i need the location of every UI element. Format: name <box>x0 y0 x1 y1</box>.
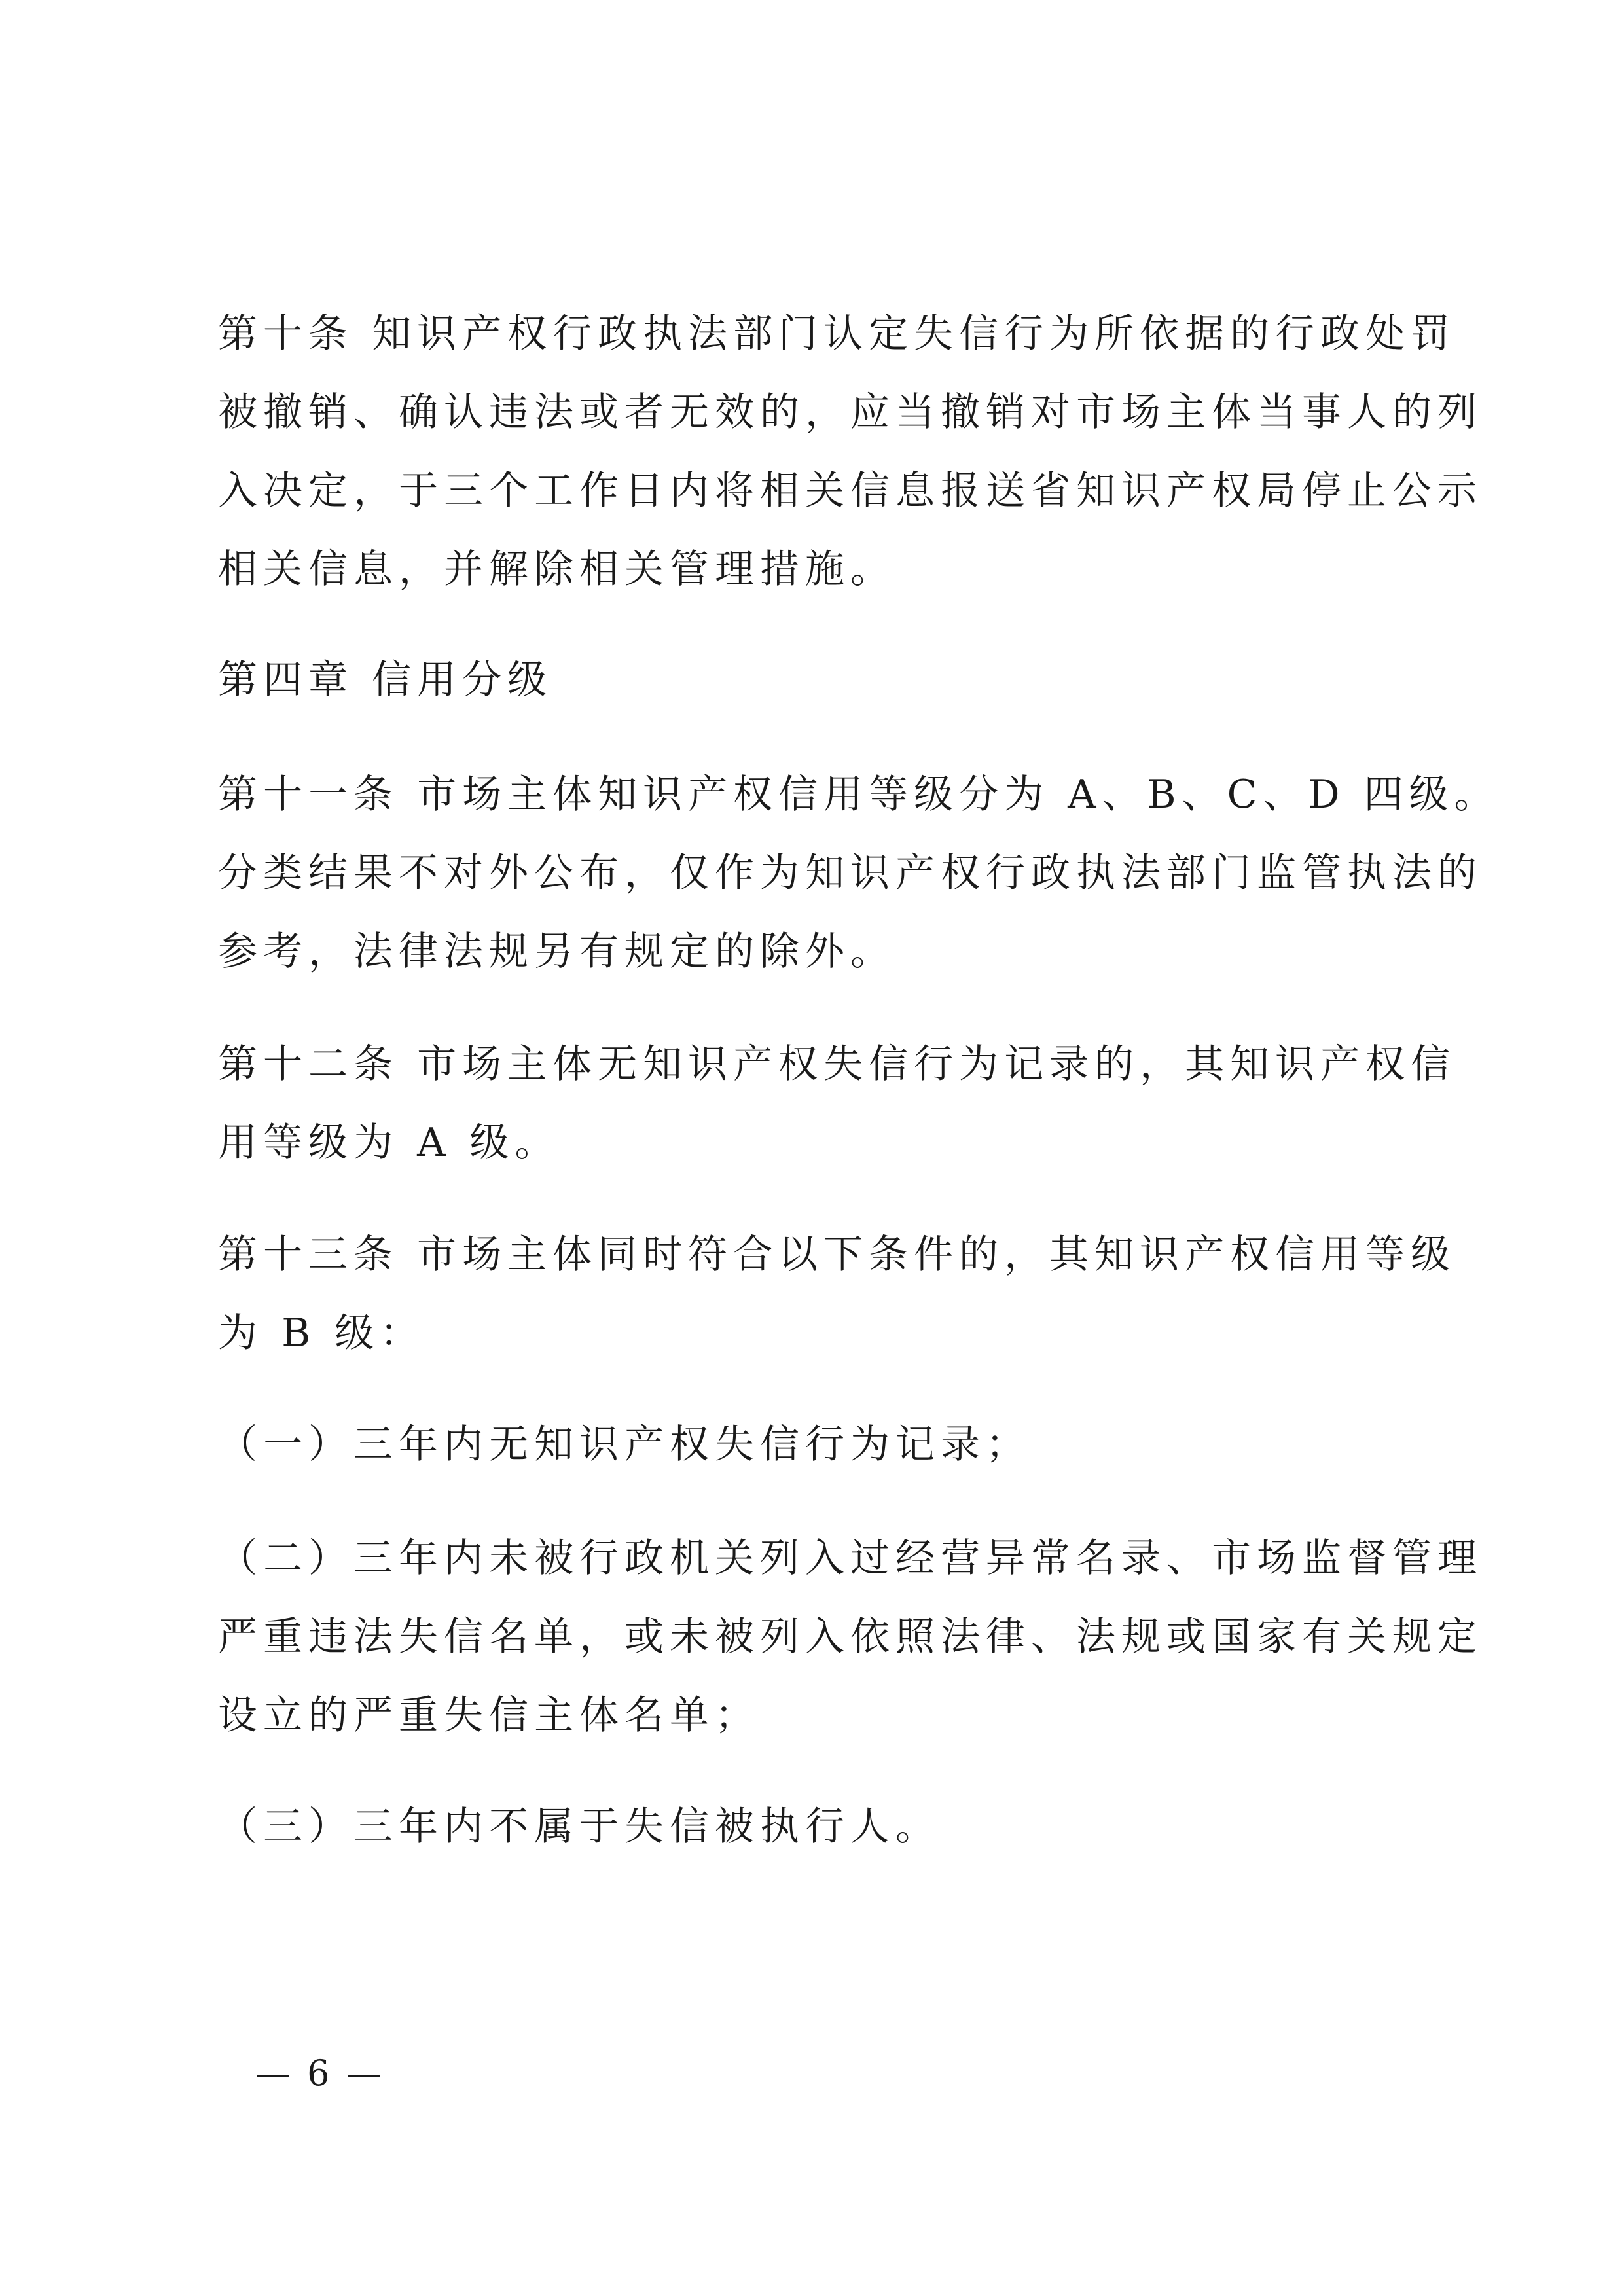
text-line: 分类结果不对外公布，仅作为知识产权行政执法部门监管执法的 <box>218 850 1483 896</box>
text-line: 第十一条 市场主体知识产权信用等级分为 A、B、C、D 四级。 <box>218 772 1500 817</box>
text-line: 相关信息，并解除相关管理措施。 <box>218 547 895 592</box>
text-line: 第十三条 市场主体同时符合以下条件的，其知识产权信用等级 <box>218 1232 1456 1278</box>
text-line: 参考，法律法规另有规定的除外。 <box>218 929 895 975</box>
text-line: 严重违法失信名单，或未被列入依照法律、法规或国家有关规定 <box>218 1614 1483 1660</box>
text-line: 被撤销、确认违法或者无效的，应当撤销对市场主体当事人的列 <box>218 389 1483 435</box>
text-line: 设立的严重失信主体名单； <box>218 1693 760 1738</box>
text-line: 用等级为 A 级。 <box>218 1120 560 1166</box>
text-line: 入决定，于三个工作日内将相关信息报送省知识产权局停止公示 <box>218 468 1483 514</box>
text-line: （一）三年内无知识产权失信行为记录； <box>218 1422 1031 1467</box>
text-line: 为 B 级： <box>218 1310 425 1356</box>
chapter-heading: 第四章 信用分级 <box>218 657 553 703</box>
page-number: — 6 — <box>255 2053 384 2094</box>
text-line: （二）三年内未被行政机关列入过经营异常名录、市场监督管理 <box>218 1535 1483 1581</box>
text-line: （三）三年内不属于失信被执行人。 <box>218 1804 941 1850</box>
text-line: 第十二条 市场主体无知识产权失信行为记录的，其知识产权信 <box>218 1041 1456 1087</box>
text-line: 第十条 知识产权行政执法部门认定失信行为所依据的行政处罚 <box>218 311 1456 357</box>
